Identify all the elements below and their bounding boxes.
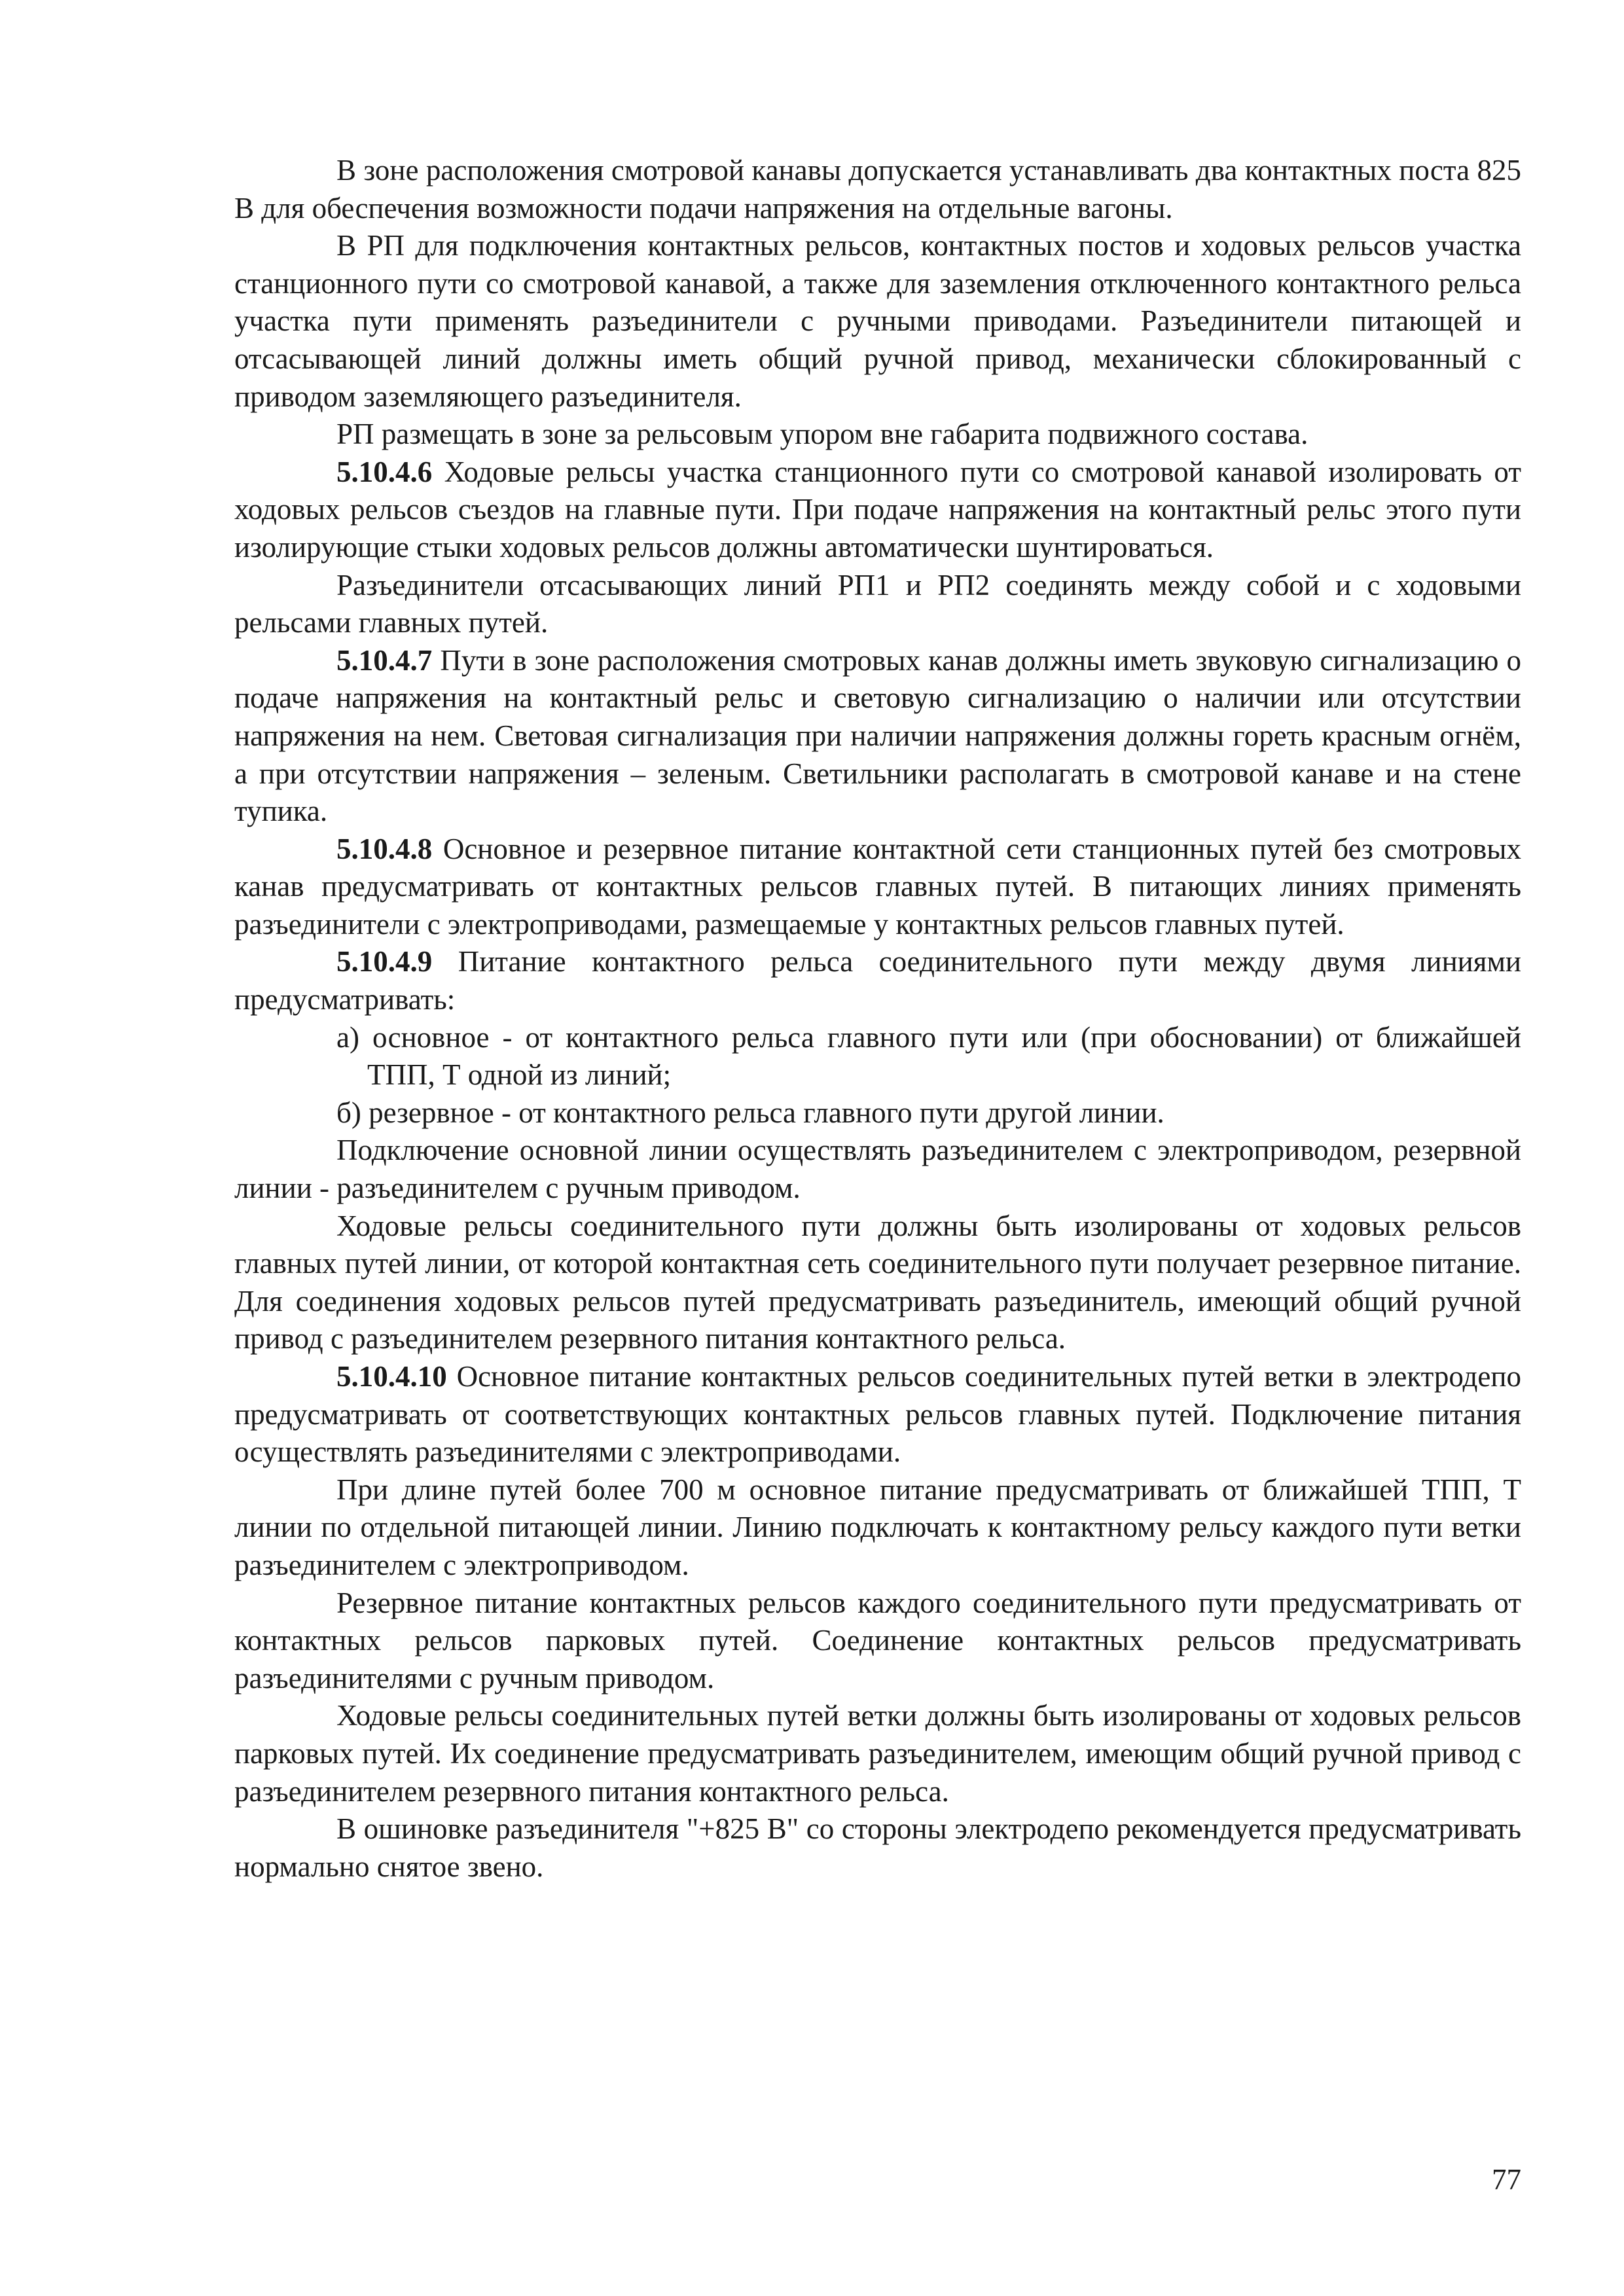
clause-text: Пути в зоне расположения смотровых канав должны иметь звуковую сигнализацию о подаче напряжения на контактный рельс и световую сигнализацию о наличии или отсутствии напряжения на нем. Световая сигнализация при наличии напряжения должны гореть красным огнём, а при отсутствии напряжения – зеленым. Светильники располагать в смотровой канаве и на стене тупика. <box>234 643 1521 828</box>
clause-text: Ходовые рельсы участка станционного пути со смотровой канавой изолировать от ходовых рельсов съездов на главные пути. При подаче напряжения на контактный рельс этого пути изолирующие стыки ходовых рельсов должны автоматически шунтироваться. <box>234 455 1521 564</box>
clause-text: Питание контактного рельса соединительного пути между двумя линиями предусматривать: <box>234 945 1521 1016</box>
clause-paragraph <box>234 1358 1521 1471</box>
clause-number: 5.10.4.6 <box>336 455 433 488</box>
clause-number: 5.10.4.8 <box>336 832 433 865</box>
list-item: б) резервное - от контактного рельса главного пути другой линии. <box>336 1096 1164 1129</box>
clause-text: Основное и резервное питание контактной сети станционных путей без смотровых канав предусматривать от контактных рельсов главных путей. В питающих линиях применять разъединители с электроприводами, размещаемые у контактных рельсов главных путей. <box>234 832 1521 941</box>
paragraph: РП размещать в зоне за рельсовым упором вне габарита подвижного состава. <box>336 418 1308 451</box>
paragraph: В РП для подключения контактных рельсов, контактных постов и ходовых рельсов участка станционного пути со смотровой канавой, а также для заземления отключенного контактного рельса участка пути применять разъединители с ручными приводами. Разъединители питающей и отсасывающей линий должны иметь общий ручной привод, механически сблокированный с приводом заземляющего разъединителя. <box>234 229 1521 413</box>
paragraph: Ходовые рельсы соединительного пути должны быть изолированы от ходовых рельсов главных путей линии, от которой контактная сеть соединительного пути получает резервное питание. Для соединения ходовых рельсов путей предусматривать разъединитель, имеющий общий ручной привод с разъединителем резервного питания контактного рельса. <box>234 1209 1521 1355</box>
paragraph: Разъединители отсасывающих линий РП1 и РП2 соединять между собой и с ходовыми рельсами главных путей. <box>234 568 1521 639</box>
list-item: а) основное - от контактного рельса главного пути или (при обосновании) от ближайшей ТПП, Т одной из линий; <box>336 1020 1521 1092</box>
clause-text: Основное питание контактных рельсов соединительных путей ветки в электродепо предусматривать от соответствующих контактных рельсов главных путей. Подключение питания осуществлять разъединителями с электроприводами. <box>234 1360 1521 1469</box>
clause-paragraph <box>234 454 1521 567</box>
clause-paragraph <box>234 831 1521 944</box>
paragraph: При длине путей более 700 м основное питание предусматривать от ближайшей ТПП, Т линии по отдельной питающей линии. Линию подключать к контактному рельсу каждого пути ветки разъединителем с электроприводом. <box>234 1473 1521 1581</box>
clause-number: 5.10.4.7 <box>336 643 433 677</box>
paragraph: Резервное питание контактных рельсов каждого соединительного пути предусматривать от контактных рельсов парковых путей. Соединение контактных рельсов предусматривать разъединителями с ручным приводом. <box>234 1586 1521 1695</box>
clause-number: 5.10.4.9 <box>336 945 433 978</box>
paragraph: Ходовые рельсы соединительных путей ветки должны быть изолированы от ходовых рельсов парковых путей. Их соединение предусматривать разъединителем, имеющим общий ручной привод с разъединителем резервного питания контактного рельса. <box>234 1699 1521 1808</box>
page-number: 77 <box>1492 2163 1521 2196</box>
clause-paragraph <box>234 943 1521 1018</box>
paragraph: В зоне расположения смотровой канавы допускается устанавливать два контактных поста 825 В для обеспечения возможности подачи напряжения на отдельные вагоны. <box>234 154 1521 224</box>
document-body <box>234 152 1521 1886</box>
clause-number: 5.10.4.10 <box>336 1360 447 1393</box>
clause-paragraph <box>234 642 1521 831</box>
paragraph: Подключение основной линии осуществлять разъединителем с электроприводом, резервной линии - разъединителем с ручным приводом. <box>234 1134 1521 1205</box>
paragraph: В ошиновке разъединителя "+825 В" со стороны электродепо рекомендуется предусматривать нормально снятое звено. <box>234 1812 1521 1883</box>
